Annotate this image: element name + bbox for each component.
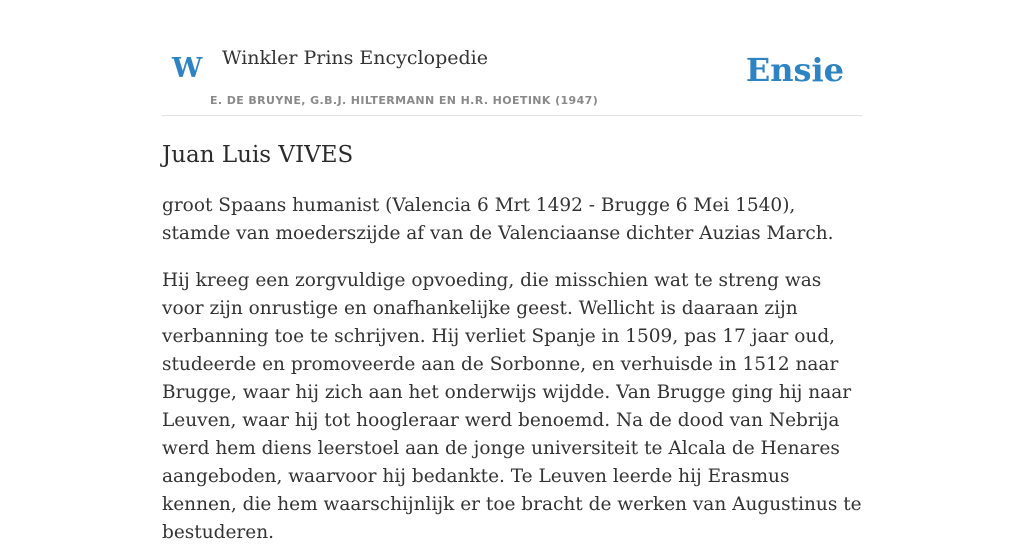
encyclopedia-logo[interactable]: W [172, 53, 203, 84]
encyclopedia-title[interactable]: Winkler Prins Encyclopedie [222, 47, 488, 69]
article-title: Juan Luis VIVES [162, 142, 354, 168]
article-paragraph-1: groot Spaans humanist (Valencia 6 Mrt 1492 - Brugge 6 Mei 1540), stamde van moederszijde af van de Valenciaanse dichter Auzias March. [162, 195, 834, 244]
authors-line: E. DE BRUYNE, G.B.J. HILTERMANN EN H.R. HOETINK (1947) [210, 94, 599, 107]
site-header [162, 36, 862, 116]
ensie-logo[interactable]: Ensie [745, 51, 844, 89]
article [162, 138, 862, 547]
article-paragraph-2: Hij kreeg een zorgvuldige opvoeding, die misschien wat te streng was voor zijn onrustige en onafhankelijke geest. Wellicht is daaraan zijn verbanning toe te schrijven. Hij verliet Spanje in 1509, pas 17 jaar oud, studeerde en promoveerde aan de Sorbonne, en verhuisde in 1512 naar Brugge, waar hij zich aan het onderwijs wijdde. Van Brugge ging hij naar Leuven, waar hij tot hoogleraar werd benoemd. Na de dood van Nebrija werd hem diens leerstoel aan de jonge universiteit te Alcala de Henares aangeboden, waarvoor hij bedankte. Te Leuven leerde hij Erasmus kennen, die hem waarschijnlijk er toe bracht de werken van Augustinus te bestuderen. [162, 270, 862, 543]
